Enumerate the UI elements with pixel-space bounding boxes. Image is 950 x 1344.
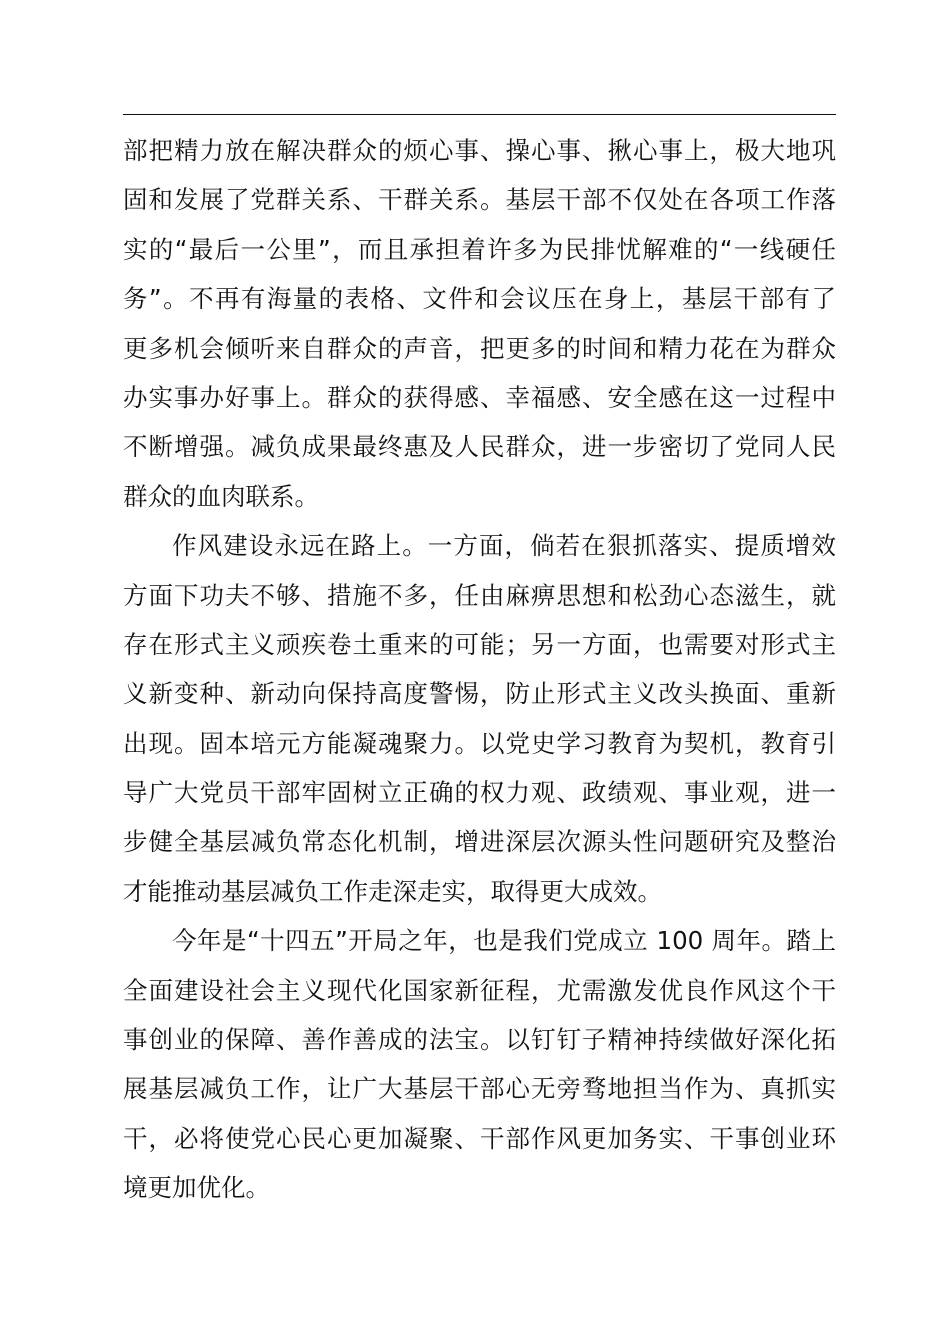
text-line: 作风建设永远在路上。一方面，倘若在狠抓落实、提质增效 — [172, 531, 836, 561]
text-line: 办实事办好事上。群众的获得感、幸福感、安全感在这一过程中 — [123, 382, 836, 412]
header-rule — [123, 114, 836, 115]
text-line: 更多机会倾听来自群众的声音，把更多的时间和精力花在为群众 — [123, 333, 836, 363]
text-line: 导广大党员干部牢固树立正确的权力观、政绩观、事业观，进一 — [123, 778, 836, 808]
paragraph-2 — [123, 521, 836, 916]
text-line: 方面下功夫不够、措施不多，任由麻痹思想和松劲心态滋生，就 — [123, 580, 836, 610]
text-line: 存在形式主义顽疾卷土重来的可能；另一方面，也需要对形式主 — [123, 629, 836, 659]
text-line: 境更加优化。 — [123, 1173, 270, 1203]
text-line: 部把精力放在解决群众的烦心事、操心事、揪心事上，极大地巩 — [123, 136, 836, 165]
text-line: 展基层减负工作，让广大基层干部心无旁骛地担当作为、真抓实 — [123, 1074, 836, 1104]
text-line: 出现。固本培元方能凝魂聚力。以党史学习教育为契机，教育引 — [123, 728, 836, 758]
text-line: 步健全基层减负常态化机制，增进深层次源头性问题研究及整治 — [123, 827, 836, 857]
text-line: 全面建设社会主义现代化国家新征程，尤需激发优良作风这个干 — [123, 975, 836, 1005]
text-line: 实的“最后一公里”，而且承担着许多为民排忧解难的“一线硬任 — [123, 234, 836, 264]
paragraph-1 — [123, 126, 836, 521]
text-line: 事创业的保障、善作善成的法宝。以钉钉子精神持续做好深化拓 — [123, 1025, 836, 1055]
text-line: 今年是“十四五”开局之年，也是我们党成立 100 周年。踏上 — [172, 926, 836, 956]
text-line: 才能推动基层减负工作走深走实，取得更大成效。 — [123, 876, 662, 906]
text-line: 群众的血肉联系。 — [123, 481, 319, 511]
text-line: 不断增强。减负成果最终惠及人民群众，进一步密切了党同人民 — [123, 432, 836, 462]
text-line: 务”。不再有海量的表格、文件和会议压在身上，基层干部有了 — [123, 284, 836, 314]
text-line: 义新变种、新动向保持高度警惕，防止形式主义改头换面、重新 — [123, 679, 836, 709]
paragraph-3 — [123, 916, 836, 1212]
text-line: 干，必将使党心民心更加凝聚、干部作风更加务实、干事创业环 — [123, 1123, 836, 1153]
text-line: 固和发展了党群关系、干群关系。基层干部不仅处在各项工作落 — [123, 185, 836, 215]
body-text — [123, 126, 836, 1213]
